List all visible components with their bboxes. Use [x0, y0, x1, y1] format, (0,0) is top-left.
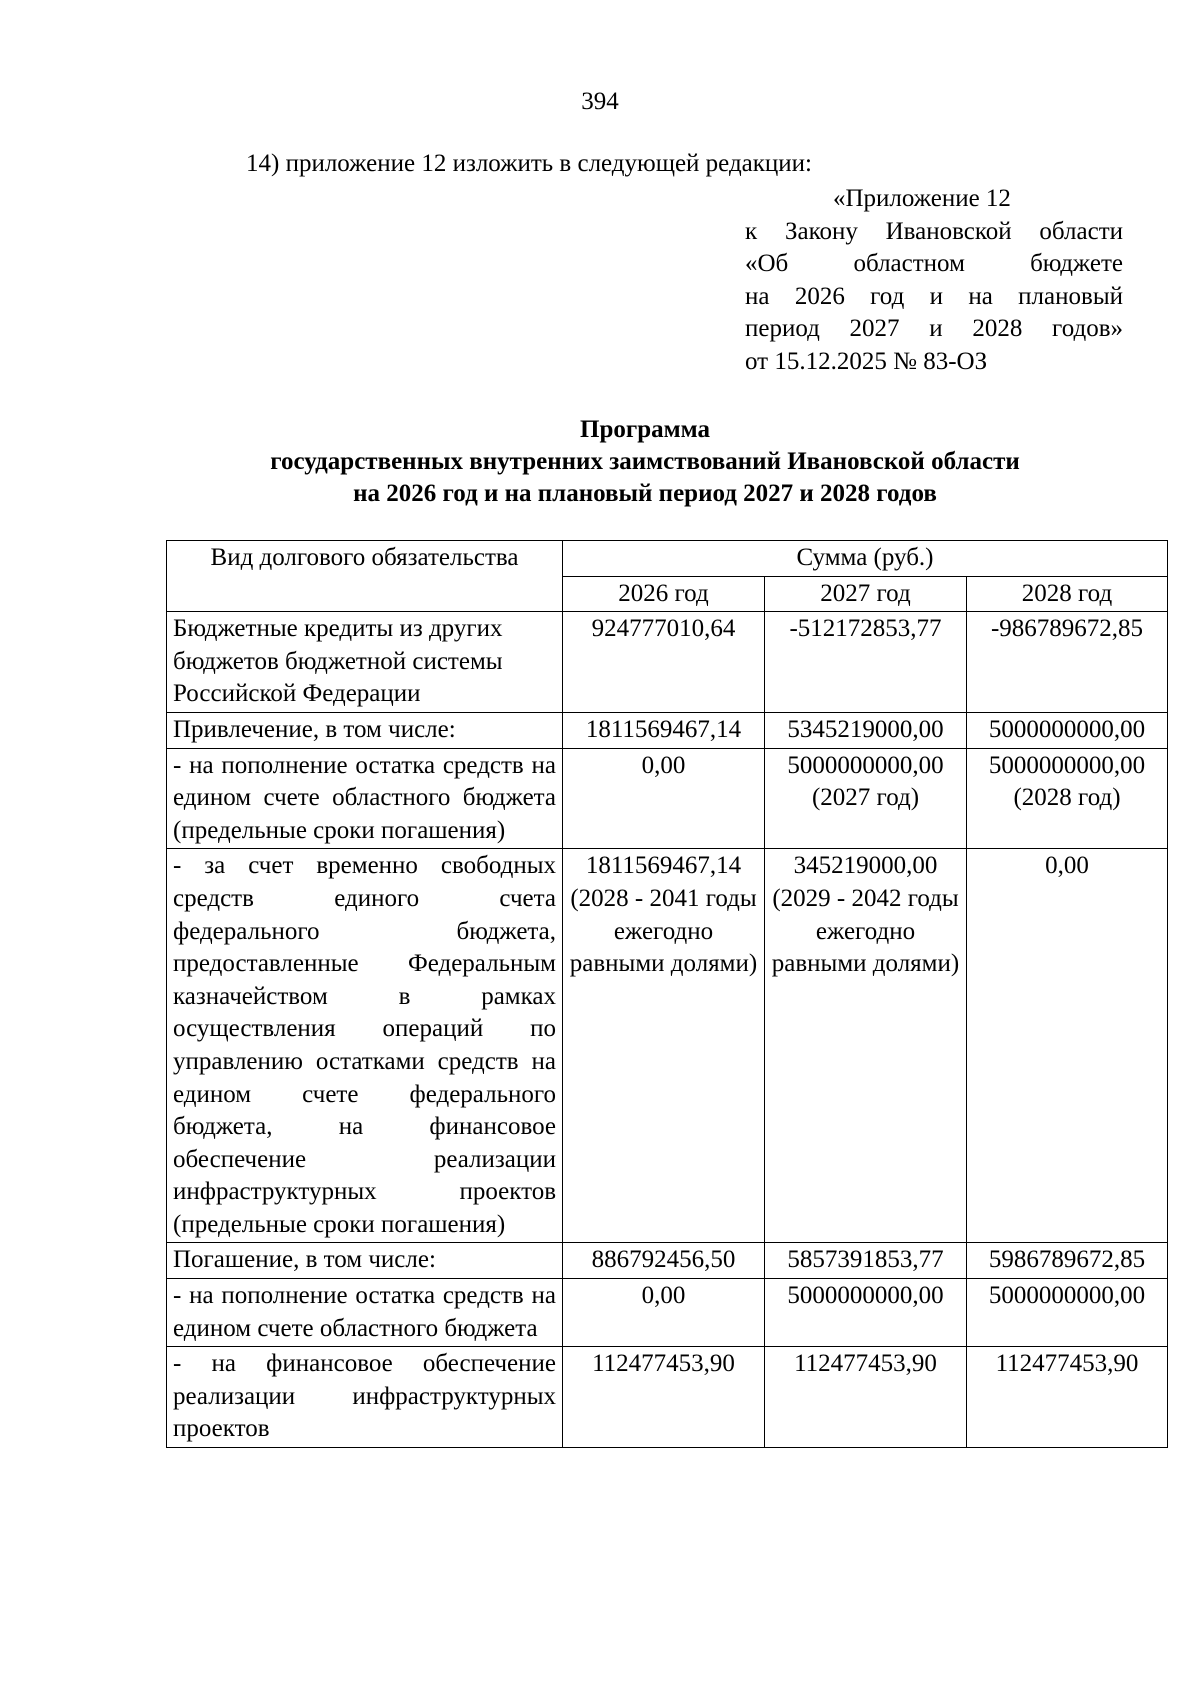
title-line: Программа — [580, 416, 710, 443]
table-row — [167, 1279, 1168, 1347]
row-value-2027: -512172853,77 — [765, 612, 967, 713]
appendix-header — [745, 183, 1123, 378]
appendix-line: «Об областном бюджете — [745, 250, 1123, 277]
borrowing-program-table — [166, 540, 1168, 1448]
table-row — [167, 849, 1168, 1243]
row-name: - на пополнение остатка средств на едином счете областного бюджета — [167, 1279, 563, 1347]
header-year-2028: 2028 год — [967, 576, 1168, 612]
row-value-2027: 5345219000,00 — [765, 712, 967, 748]
appendix-line: на 2026 год и на плановый — [745, 282, 1123, 310]
row-value-2028: 0,00 — [967, 849, 1168, 1243]
table-header-row — [167, 541, 1168, 577]
table-row — [167, 612, 1168, 713]
appendix-line: от 15.12.2025 № 83-ОЗ — [745, 347, 988, 375]
header-year-2026: 2026 год — [563, 576, 765, 612]
page-number: 394 — [581, 88, 619, 115]
appendix-line: период 2027 и 2028 годов» — [745, 315, 1123, 342]
table-row — [167, 1243, 1168, 1279]
row-value-2026: 0,00 — [563, 748, 765, 849]
row-value-2026: 886792456,50 — [563, 1243, 765, 1279]
table-row — [167, 1347, 1168, 1448]
document-title — [0, 414, 1200, 510]
row-value-2027: 345219000,00 (2029 - 2042 годы ежегодно равными долями) — [765, 849, 967, 1243]
title-line: на 2026 год и на плановый период 2027 и 2028 годов — [353, 480, 937, 507]
row-value-2027: 5000000000,00 — [765, 1279, 967, 1347]
header-obligation-type: Вид долгового обязательства — [167, 541, 563, 612]
row-value-2028: 5986789672,85 — [967, 1243, 1168, 1279]
row-name: - на пополнение остатка средств на едином счете областного бюджета (предельные сроки погашения) — [167, 748, 563, 849]
table-row — [167, 712, 1168, 748]
row-name: Бюджетные кредиты из других бюджетов бюджетной системы Российской Федерации — [167, 612, 563, 713]
row-value-2026: 0,00 — [563, 1279, 765, 1347]
title-line: государственных внутренних заимствований Ивановской области — [270, 448, 1020, 475]
appendix-line: к Закону Ивановской области — [745, 217, 1123, 245]
row-value-2026: 1811569467,14 (2028 - 2041 годы ежегодно равными долями) — [563, 849, 765, 1243]
row-value-2026: 924777010,64 — [563, 612, 765, 713]
row-name: - за счет временно свободных средств единого счета федерального бюджета, предоставленные Федеральным казначейством в рамках осуществления операций по управлению остатками средств на едином счете федерального бюджета, на финансовое обеспечение реализации инфраструктурных проектов (предельные сроки погашения) — [167, 849, 563, 1243]
row-value-2026: 1811569467,14 — [563, 712, 765, 748]
row-value-2027: 112477453,90 — [765, 1347, 967, 1448]
table-row — [167, 748, 1168, 849]
row-name: Погашение, в том числе: — [167, 1243, 563, 1279]
row-value-2028: -986789672,85 — [967, 612, 1168, 713]
appendix-line: «Приложение 12 — [833, 185, 1011, 212]
row-value-2026: 112477453,90 — [563, 1347, 765, 1448]
row-name: Привлечение, в том числе: — [167, 712, 563, 748]
row-value-2028: 5000000000,00 (2028 год) — [967, 748, 1168, 849]
row-value-2028: 112477453,90 — [967, 1347, 1168, 1448]
row-value-2027: 5857391853,77 — [765, 1243, 967, 1279]
intro-paragraph: 14) приложение 12 изложить в следующей редакции: — [246, 150, 812, 177]
row-value-2028: 5000000000,00 — [967, 1279, 1168, 1347]
header-sum: Сумма (руб.) — [563, 541, 1168, 577]
row-name: - на финансовое обеспечение реализации инфраструктурных проектов — [167, 1347, 563, 1448]
header-year-2027: 2027 год — [765, 576, 967, 612]
row-value-2028: 5000000000,00 — [967, 712, 1168, 748]
row-value-2027: 5000000000,00 (2027 год) — [765, 748, 967, 849]
